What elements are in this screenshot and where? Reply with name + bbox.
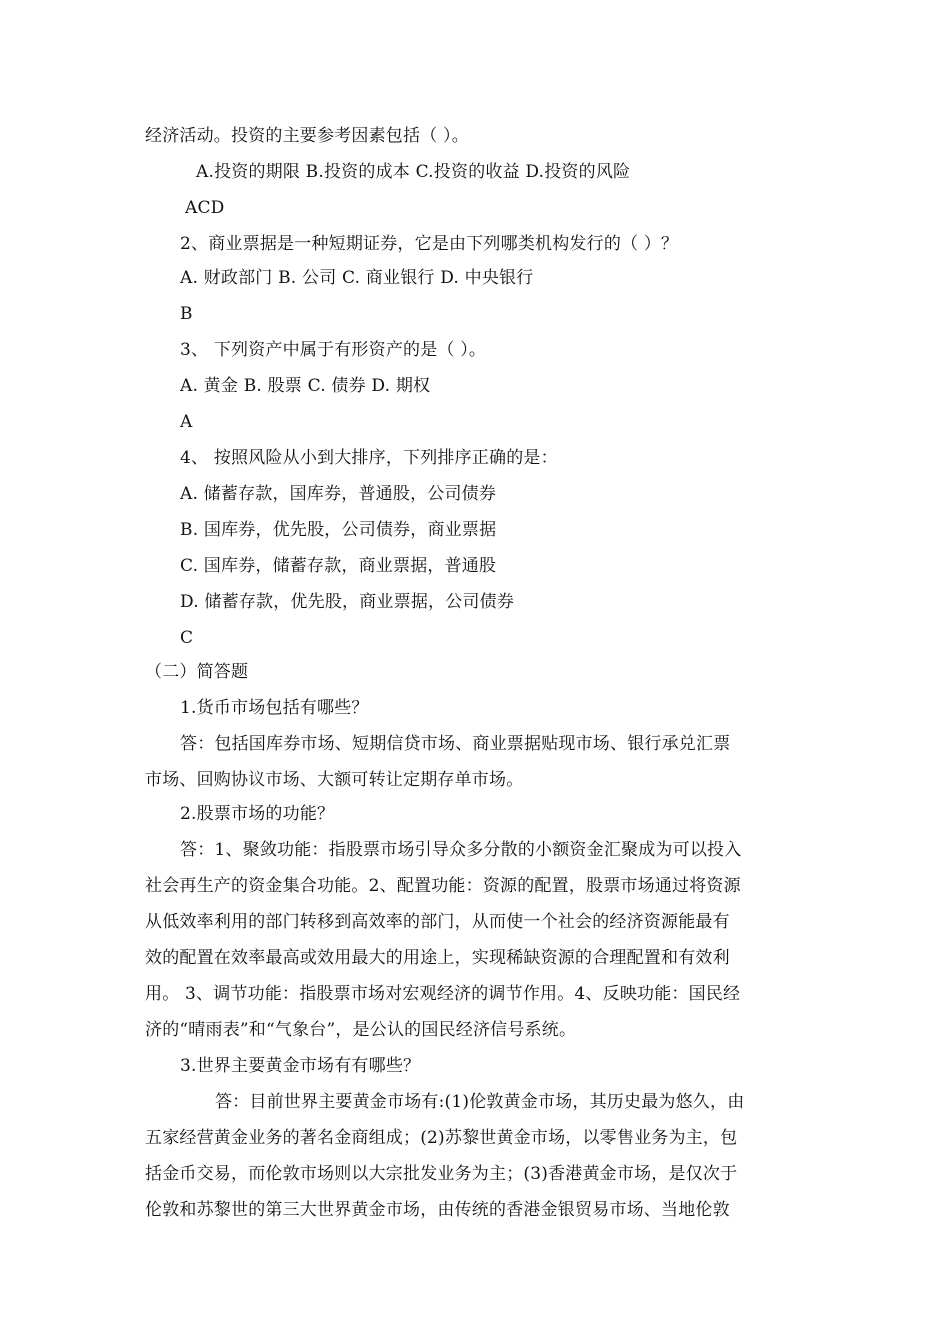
sq3-answer-line: 括金币交易，而伦敦市场则以大宗批发业务为主；(3)香港黄金市场，是仅次于: [145, 1164, 738, 1184]
sq2-answer-line: 济的“晴雨表”和“气象台”，是公认的国民经济信号系统。: [145, 1020, 577, 1040]
q3-answer: A: [180, 412, 193, 432]
q2-answer: B: [180, 304, 193, 324]
sq2-answer-line: 用。 3、调节功能：指股票市场对宏观经济的调节作用。4、反映功能：国民经: [145, 984, 741, 1004]
sq2-answer-line: 答：1、聚敛功能：指股票市场引导众多分散的小额资金汇聚成为可以投入: [180, 840, 742, 860]
q4-answer: C: [180, 628, 194, 648]
q4-option-d: D. 储蓄存款，优先股，商业票据，公司债券: [180, 592, 515, 612]
q3-options: A. 黄金 B. 股票 C. 债券 D. 期权: [180, 376, 431, 396]
sq2-answer-line: 从低效率利用的部门转移到高效率的部门，从而使一个社会的经济资源能最有: [145, 912, 730, 932]
sq1-answer-line: 答：包括国库券市场、短期信贷市场、商业票据贴现市场、银行承兑汇票: [180, 734, 731, 754]
sq1-answer-line: 市场、回购协议市场、大额可转让定期存单市场。: [145, 770, 524, 790]
sq3-answer-line: 伦敦和苏黎世的第三大世界黄金市场，由传统的香港金银贸易市场、当地伦敦: [145, 1200, 730, 1220]
sq2-answer-line: 效的配置在效率最高或效用最大的用途上，实现稀缺资源的合理配置和有效利: [145, 948, 730, 968]
q4-stem: 4、 按照风险从小到大排序，下列排序正确的是：: [180, 448, 558, 468]
sq3-answer-line: 五家经营黄金业务的著名金商组成；(2)苏黎世黄金市场，以零售业务为主，包: [145, 1128, 738, 1148]
q2-options: A. 财政部门 B. 公司 C. 商业银行 D. 中央银行: [180, 268, 534, 288]
sq3-answer-line: 答：目前世界主要黄金市场有:(1)伦敦黄金市场，其历史最为悠久，由: [215, 1092, 745, 1112]
sq2-question: 2.股票市场的功能？: [180, 804, 335, 824]
q1-stem-tail: 经济活动。投资的主要参考因素包括（ ）。: [145, 126, 469, 146]
q3-stem: 3、 下列资产中属于有形资产的是（ ）。: [180, 340, 487, 360]
q4-option-b: B. 国库券，优先股，公司债券，商业票据: [180, 520, 497, 540]
q1-answer: ACD: [185, 198, 225, 218]
sq2-answer-line: 社会再生产的资金集合功能。2、配置功能：资源的配置，股票市场通过将资源: [145, 876, 741, 896]
section-heading: （二）简答题: [145, 662, 249, 682]
q1-options: A.投资的期限 B.投资的成本 C.投资的收益 D.投资的风险: [196, 162, 631, 182]
sq1-question: 1.货币市场包括有哪些？: [180, 698, 369, 718]
q4-option-a: A. 储蓄存款，国库券，普通股，公司债券: [180, 484, 497, 504]
q2-stem: 2、商业票据是一种短期证券，它是由下列哪类机构发行的（ ）？: [180, 234, 679, 254]
q4-option-c: C. 国库券，储蓄存款，商业票据，普通股: [180, 556, 497, 576]
sq3-question: 3.世界主要黄金市场有有哪些？: [180, 1056, 421, 1076]
